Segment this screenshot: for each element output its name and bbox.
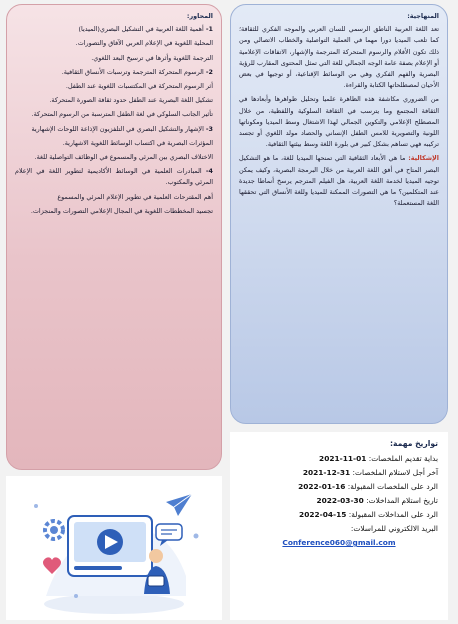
methodology-paragraph-2: من الضروري مكاشفة هذه الظاهرة علميا وتحليل ظواهرها وأبعادها في الثقافة المجتمع وما يترسب في الثقافة السلوكية واللفظية، من خلال المصطلح الإعلامي والتكوين الجمالي لهذا الاشتغال وسط الميديا ومكوناتها اللونية والتصويرية للامس الطفل الإنساني والحصاد مولد اللغوي أو تجسد تركيبه فهي تساهم بشكل كبير في بلورة اللغة وسط بيئتها الثقافية.: [239, 95, 439, 149]
axis-item: أثر الرسوم المتحركة في المكتسبات اللغوية عند الطفل.: [65, 82, 213, 91]
axis-item: تجسيد المخططات اللغوية في المجال الإعلامي التصورات والمنجزات.: [30, 206, 213, 215]
date-row: آخر أجل لاستلام الملخصات: 31-12-2021: [302, 468, 438, 477]
paper-plane-icon: [166, 494, 192, 516]
axis-item: 3- الإشهار والتشكيل البصري في التلفزيون الإذاعة اللوحات الإشهارية: [31, 124, 213, 133]
axes-panel: [6, 4, 222, 470]
email-row: البريد الالكتروني للمراسلات:: [350, 524, 438, 533]
axis-item: الاختلاف البصري بين المرئي والمسموع في الوظائف التواصلية للغة.: [34, 153, 213, 162]
media-illustration-svg: [6, 476, 222, 620]
axes-title: المحاور:: [186, 12, 213, 20]
date-row: تاريخ استلام المداخلات: 30-03-2022: [316, 496, 438, 505]
methodology-panel: [230, 4, 448, 424]
dates-title: تواريخ مهمة:: [389, 439, 438, 448]
date-row: الرد على الملخصات المقبولة: 16-01-2022: [298, 482, 438, 491]
axis-item: 4- المبادرات العلمية في الوسائط الأكاديمية لتطوير اللغة في الإعلام المرئي والمكتوب.: [15, 167, 213, 187]
axis-item: المؤثرات البصرية في اكتساب الوسائط اللغوية الاشهارية.: [62, 138, 213, 147]
email-link[interactable]: Conference060@gmail.com: [282, 538, 396, 547]
axis-item: تأثير الجانب السلوكي في لغة الطفل المترسبة من الرسوم المتحركة.: [31, 110, 213, 119]
problem-statement: [239, 153, 439, 209]
axis-item: المحلية اللغوية في الإعلام العربي الآفاق والتصورات.: [75, 39, 213, 48]
methodology-title: المنهاجية:: [407, 12, 439, 20]
problem-label: الإشكالية:: [408, 154, 439, 163]
date-row: بداية تقديم الملخصات: 01-11-2021: [319, 454, 438, 463]
axis-item: أهم المقترحات العلمية في تطوير الإعلام المرئي والمسموع: [57, 192, 213, 201]
axis-item: الترجمة اللغوية وأثرها في ترسيخ البعد اللغوي.: [91, 53, 213, 62]
date-row: الرد على المداخلات المقبولة: 15-04-2022: [299, 510, 438, 519]
axis-item: 2- الرسوم المتحركة المترجمة وترسبات الأنساق الثقافية.: [61, 67, 213, 76]
problem-text: ما هي الأبعاد الثقافية التي تمنحها الميديا للغة، ما هو التشكيل البصر المتاح في أفق اللغة العربية من خلال البرمجة البصرية، وكيف يمكن توجيه الميديا لخدمة اللغة العربية، هل الفيلم المترجم يرسخ أنماطا جديدة عند المتكلمين؟ ما هي التصورات الممكنة للميديا وللغة الأنساق التي تحققها اللغة المستعملة؟: [239, 154, 439, 208]
gear-icon: [45, 521, 63, 539]
important-dates: [230, 432, 448, 620]
axis-item: تشكيل اللغة البصرية عند الطفل حدود ثقافة الصورة المتحركة.: [49, 96, 213, 105]
methodology-paragraph-1: تعد اللغة العربية الناطق الرسمي للسان العربي والموجه الفكري للثقافة؛ كما تلعب الميديا دورا مهما في العملية التواصلية والخطاب الاتصالي ومن ذلك تكون الأفلام والرسوم المتحركة المترجمة والإشهار، الاتفاقات الإعلامية أو الإعلام بصفة عامة الوجه الجمالي للغة التي تمثل المحتوى المقارب للرؤية البصرية والفهم الفكري وهي من الوسائط الإقناعية، أو توجيها في بعض الأحيان لمصطلحاتها الكتابة والقراءة.: [239, 25, 439, 90]
play-icon: [97, 529, 123, 555]
axis-item: 1- أهمية اللغة العربية في التشكيل البصري(الميديا): [78, 25, 213, 34]
media-illustration: [6, 476, 222, 620]
